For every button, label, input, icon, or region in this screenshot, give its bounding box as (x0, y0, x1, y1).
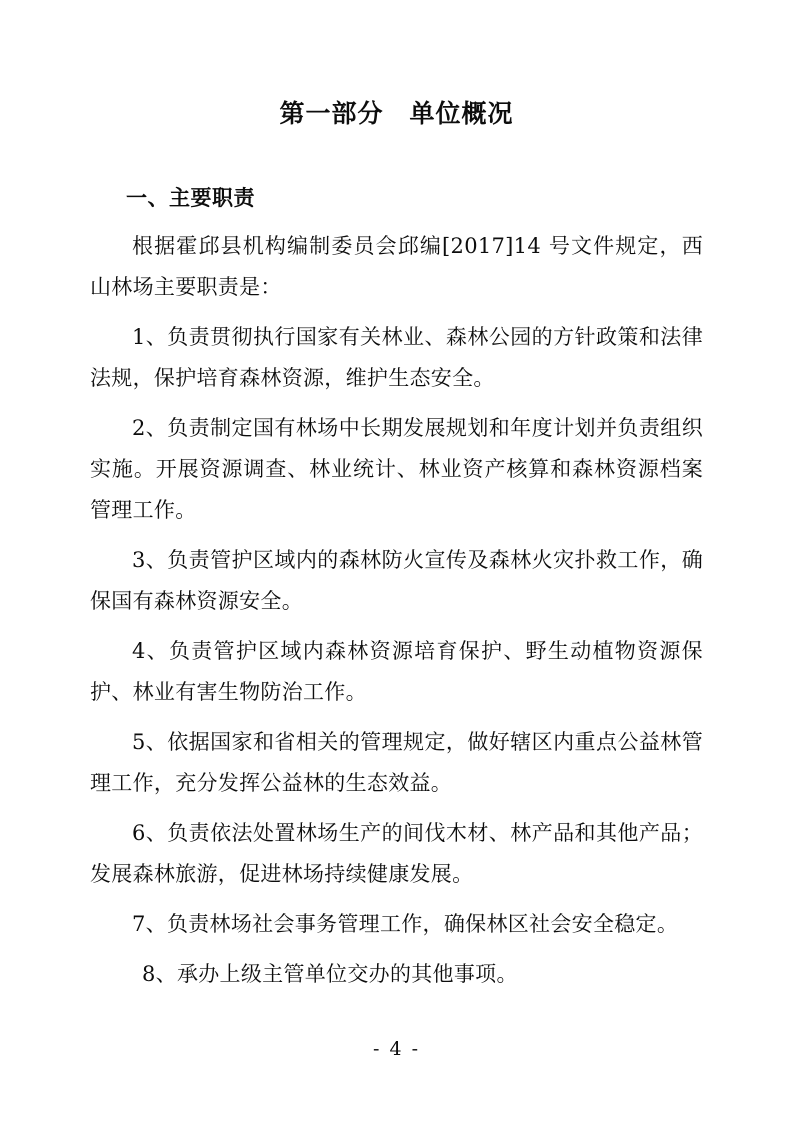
paragraph-duty-6: 6、负责依法处置林场生产的间伐木材、林产品和其他产品；发展森林旅游，促进林场持续健康发展。 (90, 821, 703, 886)
paragraph-duty-3: 3、负责管护区域内的森林防火宣传及森林火灾扑救工作，确保国有森林资源安全。 (90, 548, 703, 613)
paragraph-duty-7: 7、负责林场社会事务管理工作，确保林区社会安全稳定。 (132, 912, 679, 936)
paragraph-duty-4: 4、负责管护区域内森林资源培育保护、野生动植物资源保护、林业有害生物防治工作。 (90, 639, 703, 704)
paragraph-duty-2: 2、负责制定国有林场中长期发展规划和年度计划并负责组织实施。开展资源调查、林业统计、林业资产核算和森林资源档案管理工作。 (90, 416, 703, 522)
paragraph-duty-8: 8、承办上级主管单位交办的其他事项。 (142, 962, 518, 986)
paragraph-intro: 根据霍邱县机构编制委员会邱编[2017]14 号文件规定，西山林场主要职责是： (90, 234, 703, 299)
paragraph-duty-1: 1、负责贯彻执行国家有关林业、森林公园的方针政策和法律法规，保护培育森林资源，维护生态安全。 (90, 325, 703, 390)
section-heading: 一、主要职责 (126, 185, 255, 210)
page-number: - 4 - (372, 1038, 420, 1060)
paragraph-duty-5: 5、依据国家和省相关的管理规定，做好辖区内重点公益林管理工作，充分发挥公益林的生态效益。 (90, 730, 703, 795)
page-title: 第一部分 单位概况 (279, 99, 514, 128)
